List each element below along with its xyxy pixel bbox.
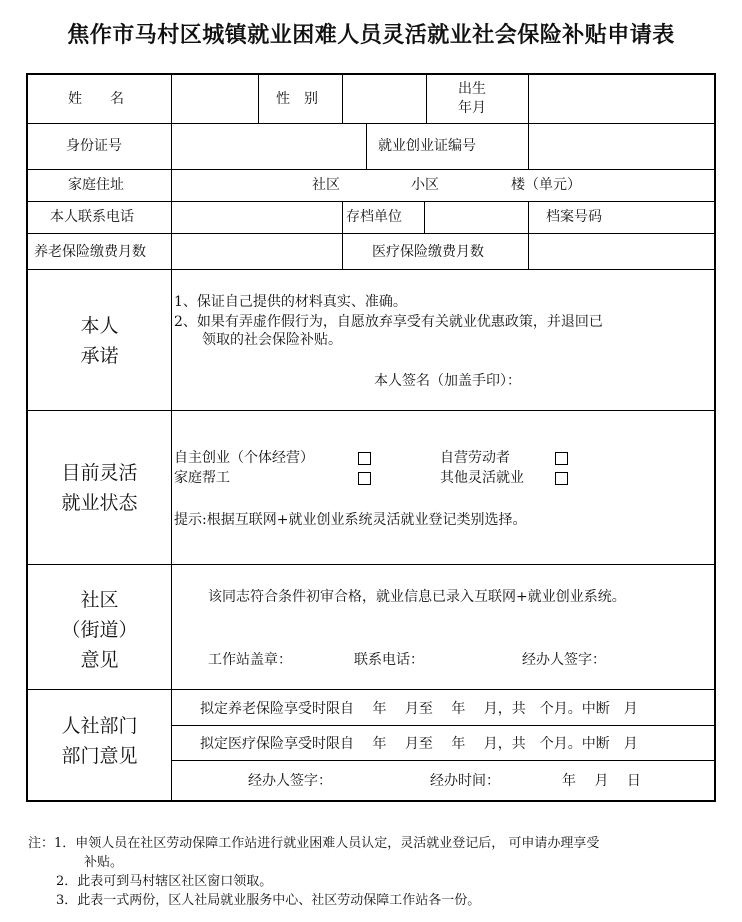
col-divider	[342, 75, 343, 123]
row-divider	[28, 410, 714, 411]
pledge-label-line2: 承诺	[80, 345, 119, 367]
hr-handler-label: 经办人签字：	[248, 773, 332, 789]
community-label-line3: 意见	[80, 649, 119, 671]
row-divider	[172, 760, 714, 761]
birth-label-line2: 年月	[458, 100, 486, 116]
name-label: 姓 名	[68, 91, 124, 107]
row-divider	[28, 169, 714, 170]
col-divider	[424, 201, 425, 233]
row-divider	[28, 564, 714, 565]
pledge-signature-label: 本人签名（加盖手印）：	[374, 373, 521, 389]
row-divider	[172, 725, 714, 726]
option-other-flexible: 其他灵活就业	[440, 470, 524, 486]
hr-date-label: 年 月 日	[562, 773, 641, 789]
pledge-label-line1: 本人	[80, 315, 119, 337]
col-divider	[258, 75, 259, 123]
pledge-item-2: 2、如果有弄虚作假行为，自愿放弃享受有关就业优惠政策，并退回已	[174, 314, 603, 330]
checkbox-self-employed[interactable]	[358, 452, 371, 465]
status-label-line1: 目前灵活	[61, 462, 138, 484]
hr-label-line2: 部门意见	[61, 745, 138, 767]
note-1-cont: 补贴。	[84, 855, 124, 870]
community-opinion-text: 该同志符合条件初审合格，就业信息已录入互联网+就业创业系统。	[208, 589, 626, 605]
pledge-item-1: 1、保证自己提供的材料真实、准确。	[174, 294, 407, 310]
address-label: 家庭住址	[68, 177, 124, 193]
checkbox-other-flexible[interactable]	[555, 472, 568, 485]
row-divider	[28, 123, 714, 124]
col-divider	[426, 75, 427, 123]
id-number-label: 身份证号	[66, 138, 122, 154]
status-label-line2: 就业状态	[61, 492, 138, 514]
checkbox-self-labor[interactable]	[555, 452, 568, 465]
archive-unit-label: 存档单位	[346, 209, 402, 225]
archive-number-label: 档案号码	[546, 209, 602, 225]
phone-label: 本人联系电话	[50, 209, 134, 225]
hr-pension-period: 拟定养老保险享受时限自 年 月至 年 月，共 个月。中断 月	[200, 701, 638, 717]
birth-label-line1: 出生	[458, 81, 486, 97]
pledge-item-2-cont: 领取的社会保险补贴。	[202, 332, 342, 348]
note-1: 注：1．申领人员在社区劳动保障工作站进行就业困难人员认定，灵活就业登记后， 可申请办理享受	[28, 836, 600, 851]
pension-months-label: 养老保险缴费月数	[34, 244, 146, 260]
application-form	[26, 73, 716, 802]
col-divider	[342, 201, 343, 269]
medical-months-label: 医疗保险缴费月数	[372, 244, 484, 260]
page-title: 焦作市马村区城镇就业困难人员灵活就业社会保险补贴申请表	[67, 23, 675, 48]
hr-label-line1: 人社部门	[61, 715, 138, 737]
community-label-line1: 社区	[80, 589, 119, 611]
option-self-employed: 自主创业（个体经营）	[174, 450, 314, 466]
community-phone-label: 联系电话：	[354, 652, 424, 668]
footnotes	[28, 834, 599, 910]
option-self-labor: 自营劳动者	[440, 450, 510, 466]
col-divider	[528, 201, 529, 269]
note-2: 2．此表可到马村辖区社区窗口领取。	[56, 874, 273, 889]
employment-cert-label: 就业创业证编号	[378, 138, 476, 154]
status-hint: 提示:根据互联网+就业创业系统灵活就业登记类别选择。	[174, 512, 527, 528]
address-community: 社区	[312, 177, 340, 193]
hr-time-label: 经办时间：	[430, 773, 500, 789]
col-divider	[528, 75, 529, 169]
checkbox-family-helper[interactable]	[358, 472, 371, 485]
gender-label: 性 别	[276, 91, 318, 107]
note-3: 3．此表一式两份，区人社局就业服务中心、社区劳动保障工作站各一份。	[56, 893, 481, 908]
address-district: 小区	[411, 177, 439, 193]
hr-medical-period: 拟定医疗保险享受时限自 年 月至 年 月，共 个月。中断 月	[200, 736, 638, 752]
community-stamp-label: 工作站盖章：	[208, 652, 292, 668]
address-building: 楼（单元）	[511, 177, 581, 193]
option-family-helper: 家庭帮工	[174, 470, 230, 486]
row-divider	[28, 269, 714, 270]
community-label-line2: （街道）	[61, 619, 138, 641]
row-divider	[28, 233, 714, 234]
community-handler-label: 经办人签字：	[522, 652, 606, 668]
col-divider	[171, 75, 172, 802]
row-divider	[28, 689, 714, 690]
row-divider	[28, 201, 714, 202]
col-divider	[366, 123, 367, 169]
